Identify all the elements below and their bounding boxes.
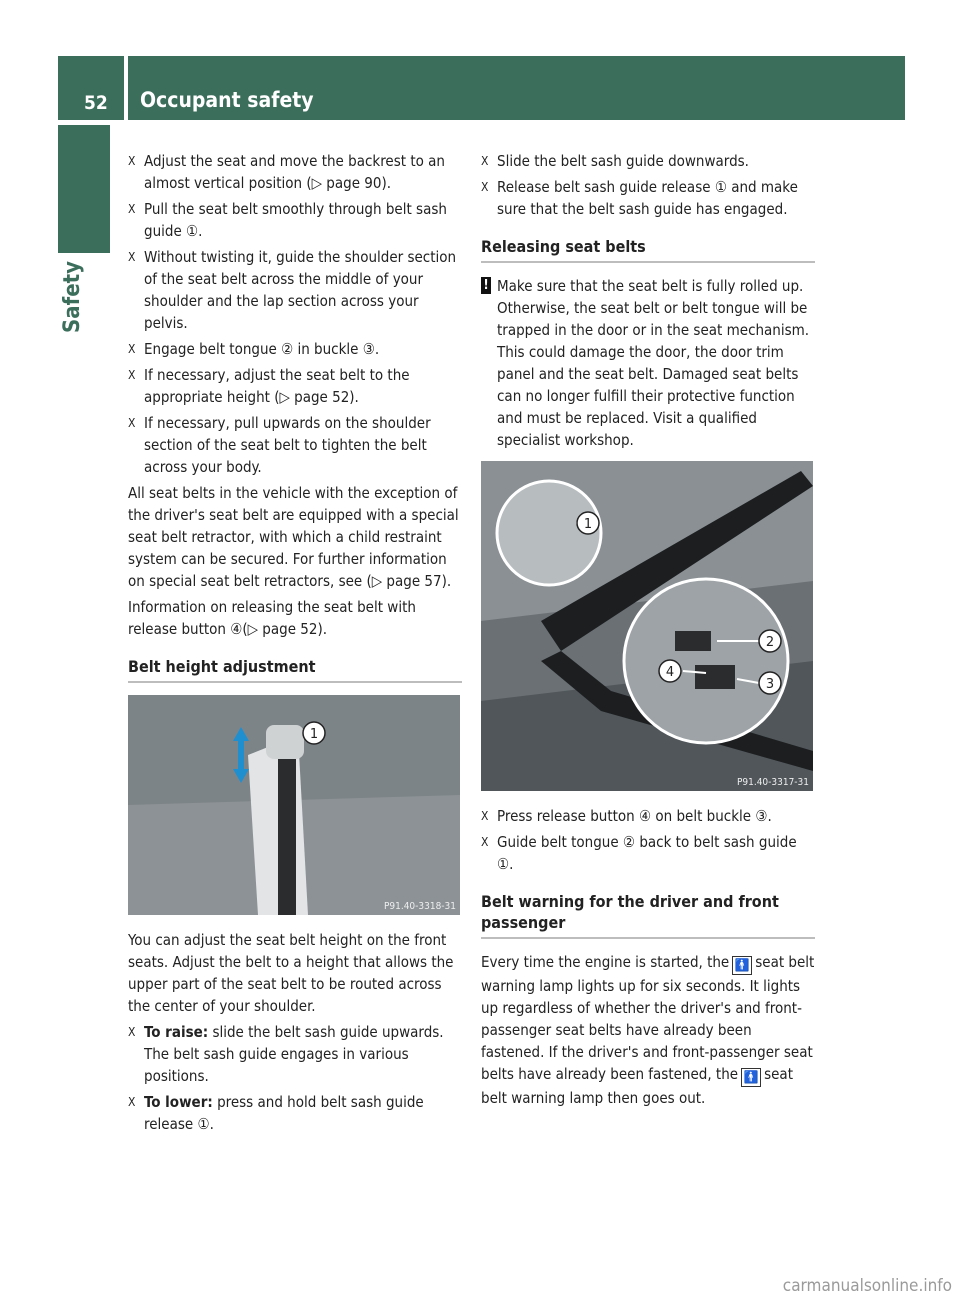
- instruction-step: X Guide belt tongue ② back to belt sash guide ①.: [481, 833, 797, 873]
- step-arrow-icon: X: [481, 180, 489, 194]
- step-arrow-icon: X: [481, 154, 489, 168]
- figure-releasing-belt: [481, 461, 813, 791]
- figure-code: P91.40-3318-31: [383, 901, 456, 912]
- instruction-step: X Press release button ④ on belt buckle ③.: [481, 807, 772, 825]
- section-title: Occupant safety: [140, 88, 314, 112]
- instruction-step: X Pull the seat belt smoothly through belt sash guide ①.: [128, 200, 447, 240]
- paragraph-retractor: All seat belts in the vehicle with the exception of the driver's seat belt are equipped with a special seat belt retractor, with which a child restraint system can be secured. For further information on special seat belt retractors, see (▷ page 57).: [128, 484, 459, 590]
- heading-belt-warning: Belt warning for the driver and front passenger: [481, 891, 815, 939]
- heading-belt-height: Belt height adjustment: [128, 656, 462, 683]
- releasing-belt-illustration: [481, 461, 813, 791]
- instruction-step: X If necessary, adjust the seat belt to the appropriate height (▷ page 52).: [128, 366, 410, 406]
- page-number: 52: [84, 92, 108, 114]
- heading-releasing-belts: Releasing seat belts: [481, 236, 815, 263]
- instruction-step: X Slide the belt sash guide downwards.: [481, 152, 749, 170]
- belt-height-illustration: [128, 695, 460, 915]
- step-arrow-icon: X: [128, 250, 136, 264]
- instruction-step: X Without twisting it, guide the shoulder section of the seat belt across the middle of your shoulder and the lap section across your pelvis.: [128, 248, 457, 332]
- instruction-step: X If necessary, pull upwards on the shoulder section of the seat belt to tighten the belt across your body.: [128, 414, 431, 476]
- header-separator: [124, 56, 128, 120]
- step-arrow-icon: X: [128, 1025, 136, 1039]
- callout-4: 4: [665, 665, 675, 680]
- step-arrow-icon: X: [481, 809, 489, 823]
- instruction-step-raise: X To raise: slide the belt sash guide upwards. The belt sash guide engages in various positions.: [128, 1023, 444, 1085]
- step-arrow-icon: X: [128, 154, 136, 168]
- step-arrow-icon: X: [128, 202, 136, 216]
- paragraph-belt-warning: Every time the engine is started, the 🚹 seat belt warning lamp lights up for six seconds. It lights up regardless of whether the driver's and front-passenger seat belts have already been fastened. If the driver's and front-passenger seat belts have already been fastened, the 🚹 seat belt warning lamp then goes out.: [481, 953, 815, 1107]
- figure-code: P91.40-3317-31: [736, 777, 809, 788]
- instruction-step: X Release belt sash guide release ① and make sure that the belt sash guide has engaged.: [481, 178, 798, 218]
- right-column: [481, 150, 815, 1113]
- warning-icon: !: [481, 277, 491, 294]
- paragraph-height-adjust: You can adjust the seat belt height on the front seats. Adjust the belt to a height that allows the upper part of the seat belt to be routed across the center of your shoulder.: [128, 931, 454, 1015]
- callout-1: 1: [583, 517, 593, 532]
- instruction-step: X Engage belt tongue ② in buckle ③.: [128, 340, 380, 358]
- left-column: [128, 150, 462, 1139]
- instruction-step: X Adjust the seat and move the backrest to an almost vertical position (▷ page 90).: [128, 152, 445, 192]
- side-label: Safety: [60, 260, 85, 333]
- watermark: carmanualsonline.info: [782, 1276, 952, 1296]
- figure-belt-height: [128, 695, 460, 915]
- step-arrow-icon: X: [128, 368, 136, 382]
- seat-belt-warning-icon: 🚹: [741, 1068, 761, 1087]
- callout-1: 1: [309, 727, 319, 742]
- side-tab: [58, 125, 110, 253]
- step-arrow-icon: X: [128, 342, 136, 356]
- callout-3: 3: [765, 677, 775, 692]
- step-arrow-icon: X: [481, 835, 489, 849]
- step-arrow-icon: X: [128, 416, 136, 430]
- step-arrow-icon: X: [128, 1095, 136, 1109]
- callout-2: 2: [765, 635, 775, 650]
- instruction-step-lower: X To lower: press and hold belt sash guide release ①.: [128, 1093, 424, 1133]
- warning-note: ! Make sure that the seat belt is fully rolled up. Otherwise, the seat belt or belt tongue will be trapped in the door or in the seat mechanism. This could damage the door, the door trim panel and the seat belt. Damaged seat belts can no longer fulfill their protective function and must be replaced. Visit a qualified specialist workshop.: [481, 275, 815, 451]
- seat-belt-warning-icon: 🚹: [732, 956, 752, 975]
- paragraph-release-info: Information on releasing the seat belt with release button ④(▷ page 52).: [128, 598, 416, 638]
